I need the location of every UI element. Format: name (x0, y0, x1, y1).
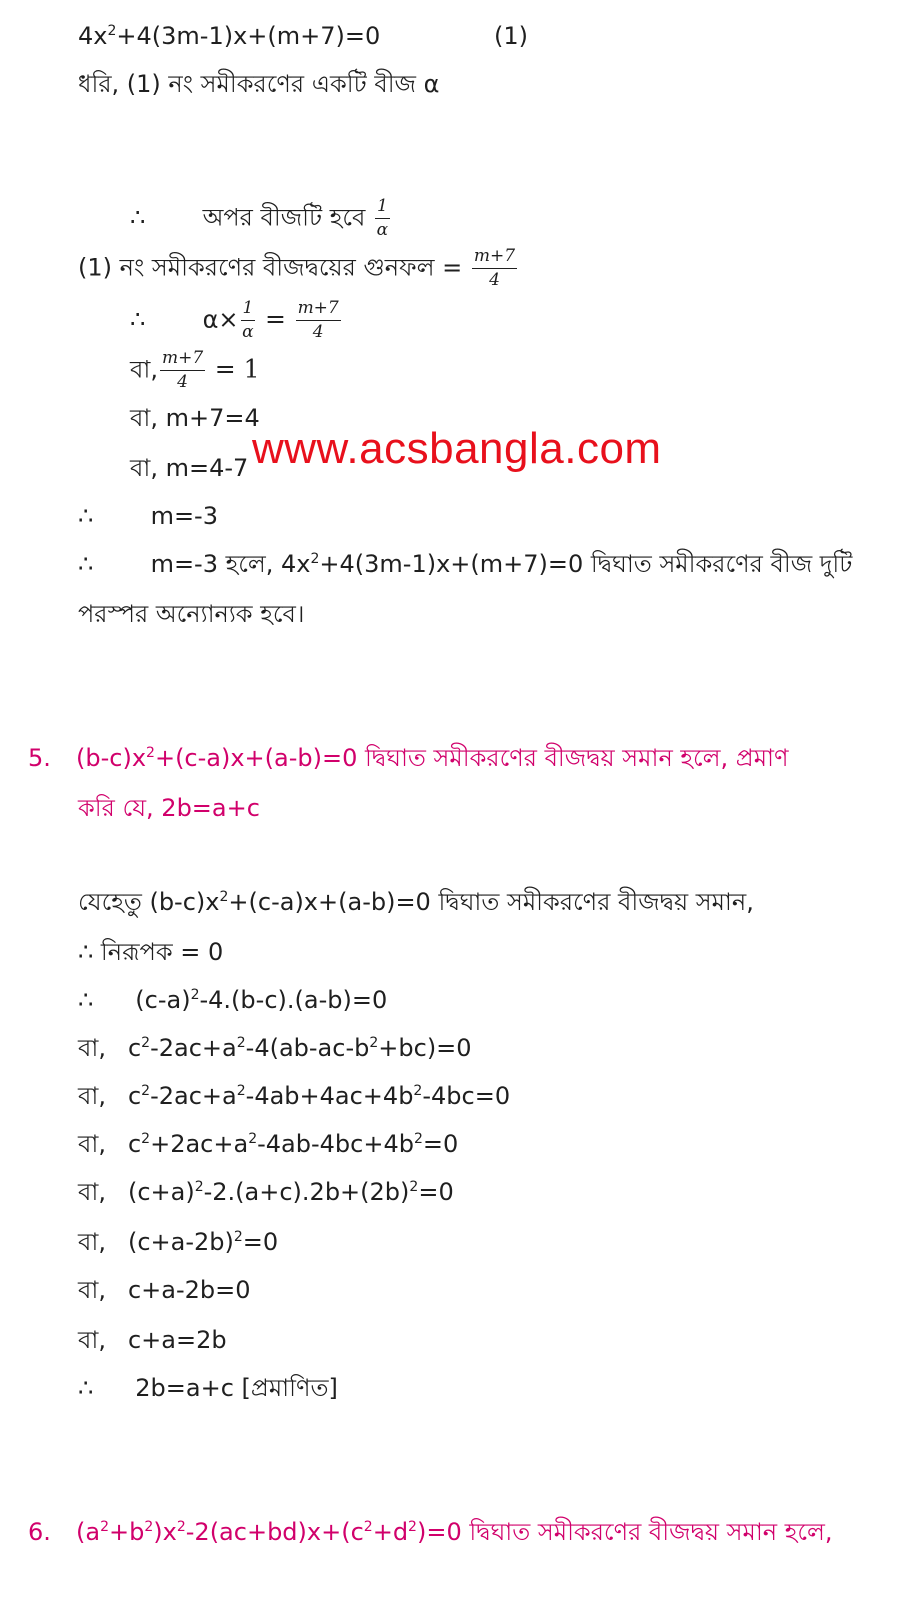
therefore-symbol: ∴ (130, 305, 146, 334)
conclusion-line: ∴ m=-3 হলে, $4x^2+4(3m-1)x+(m+7)=0$ দ্বিঘাত সমীকরণের বীজ দুটি (78, 550, 853, 578)
equals-sign: = (264, 304, 286, 334)
alpha-times: α× (202, 305, 239, 334)
result-m-line: ∴ m=-3 (78, 502, 218, 530)
alpha-product-line (130, 300, 343, 341)
fraction-m7-over-4: $\frac{m+7}{4}$ (297, 298, 339, 342)
step-m-plus-7: বা, m+7=4 (130, 404, 260, 432)
product-line (78, 248, 519, 289)
solution-5-result: ∴ 2b=a+c [প্রমাণিত] (78, 1374, 338, 1402)
ba-word: বা, (130, 355, 158, 384)
question-5-text: $(b-c)x^2+(c-a)x+(a-b)=0$ দ্বিঘাত সমীকরণের বীজদ্বয় সমান হলে, প্রমাণ (76, 744, 789, 772)
solution-5-step-6: বা, $(c+a-2b)^2=0$ (78, 1228, 279, 1256)
question-5-number: 5. (28, 744, 51, 772)
fraction-m7-over-4: $\frac{m+7}{4}$ (473, 246, 516, 290)
equation-one-label: (1) (494, 22, 528, 50)
result-m: m=-3 (150, 502, 218, 530)
other-root-line (130, 198, 392, 239)
solution-5-step-2: বা, $c^2-2ac+a^2-4(ab-ac-b^2+bc)=0$ (78, 1034, 472, 1062)
question-6-text: $(a^2+b^2)x^2-2(ac+bd)x+(c^2+d^2)=0$ দ্বিঘাত সমীকরণের বীজদ্বয় সমান হলে, (76, 1518, 833, 1546)
other-root-text: অপর বীজটি হবে (202, 203, 366, 232)
fraction-one-over-alpha: $\frac{1}{\alpha}$ (376, 196, 389, 240)
fraction-m7-over-4: $\frac{m+7}{4}$ (161, 348, 204, 392)
equation-one: $4x^2+4(3m-1)x+(m+7)=0$ (78, 22, 381, 50)
solution-5-step-1: ∴ $(c-a)^2-4.(b-c).(a-b)=0$ (78, 986, 388, 1014)
conclusion-line-2: পরস্পর অন্যোন্যক হবে। (78, 600, 305, 628)
watermark-text: www.acsbangla.com (252, 424, 662, 473)
solution-5-step-5: বা, $(c+a)^2-2.(a+c).2b+(2b)^2=0$ (78, 1178, 454, 1206)
fraction-equals-one-line (130, 350, 260, 391)
therefore-symbol: ∴ (130, 203, 146, 232)
equals-one: = 1 (214, 354, 260, 384)
assumption-line: ধরি, (1) নং সমীকরণের একটি বীজ α (78, 70, 440, 98)
solution-5-discriminant: ∴ নিরূপক = 0 (78, 938, 224, 966)
solution-5-step-3: বা, $c^2-2ac+a^2-4ab+4ac+4b^2-4bc=0$ (78, 1082, 511, 1110)
fraction-one-over-alpha: $\frac{1}{\alpha}$ (242, 298, 254, 342)
question-5-line-2: করি যে, 2b=a+c (78, 794, 260, 822)
conclusion-text: m=-3 হলে, $4x^2+4(3m-1)x+(m+7)=0$ দ্বিঘাত সমীকরণের বীজ দুটি (150, 550, 853, 578)
question-6-number: 6. (28, 1518, 51, 1546)
product-label: (1) নং সমীকরণের বীজদ্বয়ের গুনফল = (78, 253, 463, 282)
question-6-line-1 (28, 1516, 833, 1548)
solution-5-given: যেহেতু $(b-c)x^2+(c-a)x+(a-b)=0$ দ্বিঘাত সমীকরণের বীজদ্বয় সমান, (78, 888, 754, 916)
question-5-line-1 (28, 742, 789, 774)
step-m-equals-4-minus-7: বা, m=4-7 (130, 454, 249, 482)
equation-one-line (78, 20, 380, 52)
solution-5-step-7: বা, c+a-2b=0 (78, 1276, 251, 1304)
solution-5-step-4: বা, $c^2+2ac+a^2-4ab-4bc+4b^2=0$ (78, 1130, 459, 1158)
solution-5-step-8: বা, c+a=2b (78, 1326, 227, 1354)
